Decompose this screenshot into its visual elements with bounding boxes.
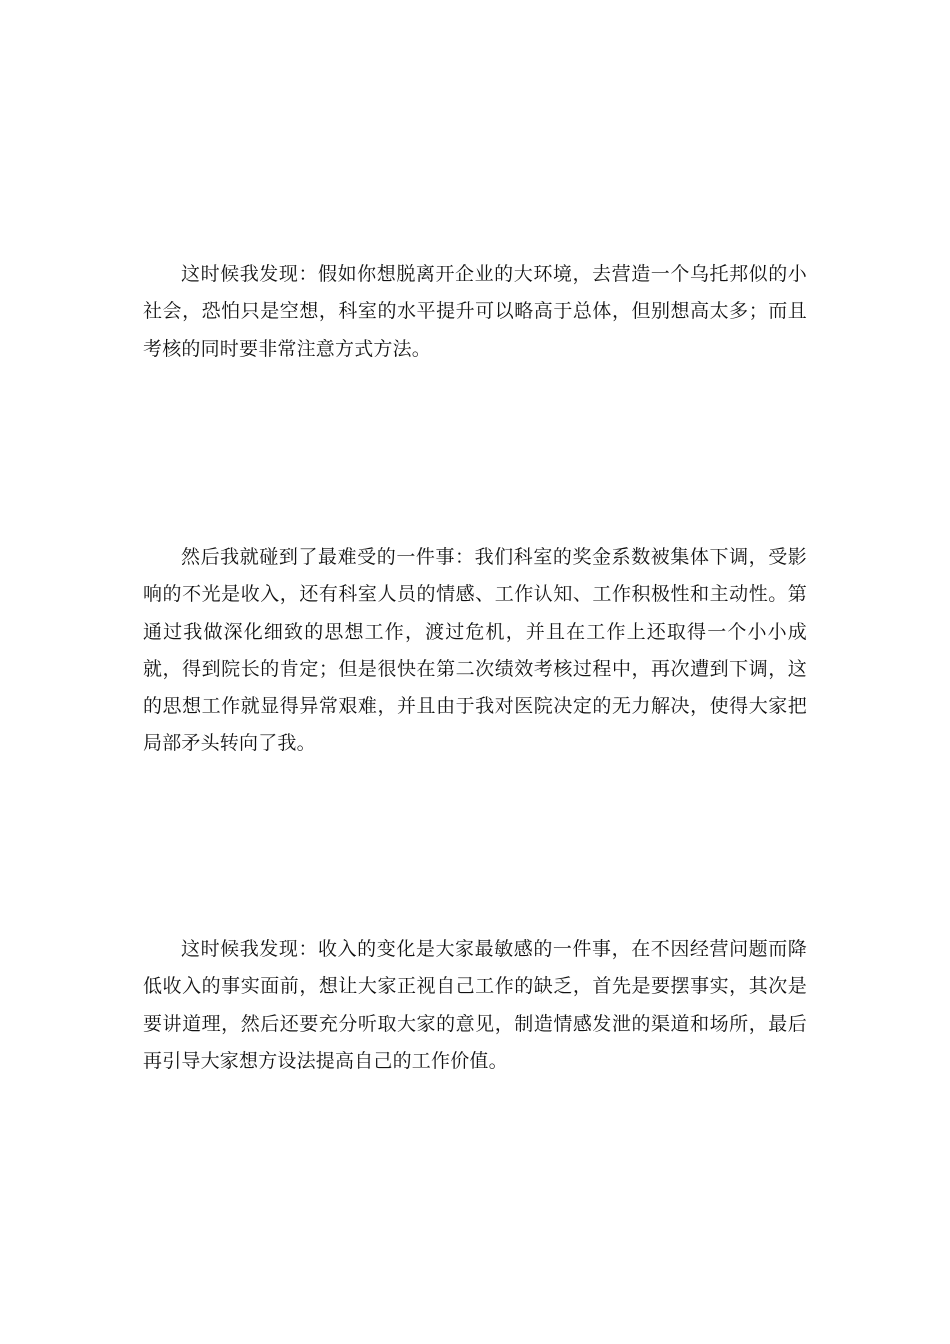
paragraph-3: 这时候我发现：收入的变化是大家最敏感的一件事，在不因经营问题而降低收入的事实面前，想让大家正视自己工作的缺乏，首先是要摆事实，其次是要讲道理，然后还要充分听取大家的意见，制造情感发泄的渠道和场所，最后再引导大家想方设法提高自己的工作价值。 [143, 938, 807, 1072]
paragraph-2: 然后我就碰到了最难受的一件事：我们科室的奖金系数被集体下调，受影响的不光是收入，还有科室人员的情感、工作认知、工作积极性和主动性。第通过我做深化细致的思想工作，渡过危机，并且在工作上还取得一个小小成就，得到院长的肯定；但是很快在第二次绩效考核过程中，再次遭到下调，这的思想工作就显得异常艰难，并且由于我对医院决定的无力解决，使得大家把局部矛头转向了我。 [143, 546, 807, 755]
paragraph-1: 这时候我发现：假如你想脱离开企业的大环境，去营造一个乌托邦似的小社会，恐怕只是空想，科室的水平提升可以略高于总体，但别想高太多；而且考核的同时要非常注意方式方法。 [143, 263, 807, 360]
